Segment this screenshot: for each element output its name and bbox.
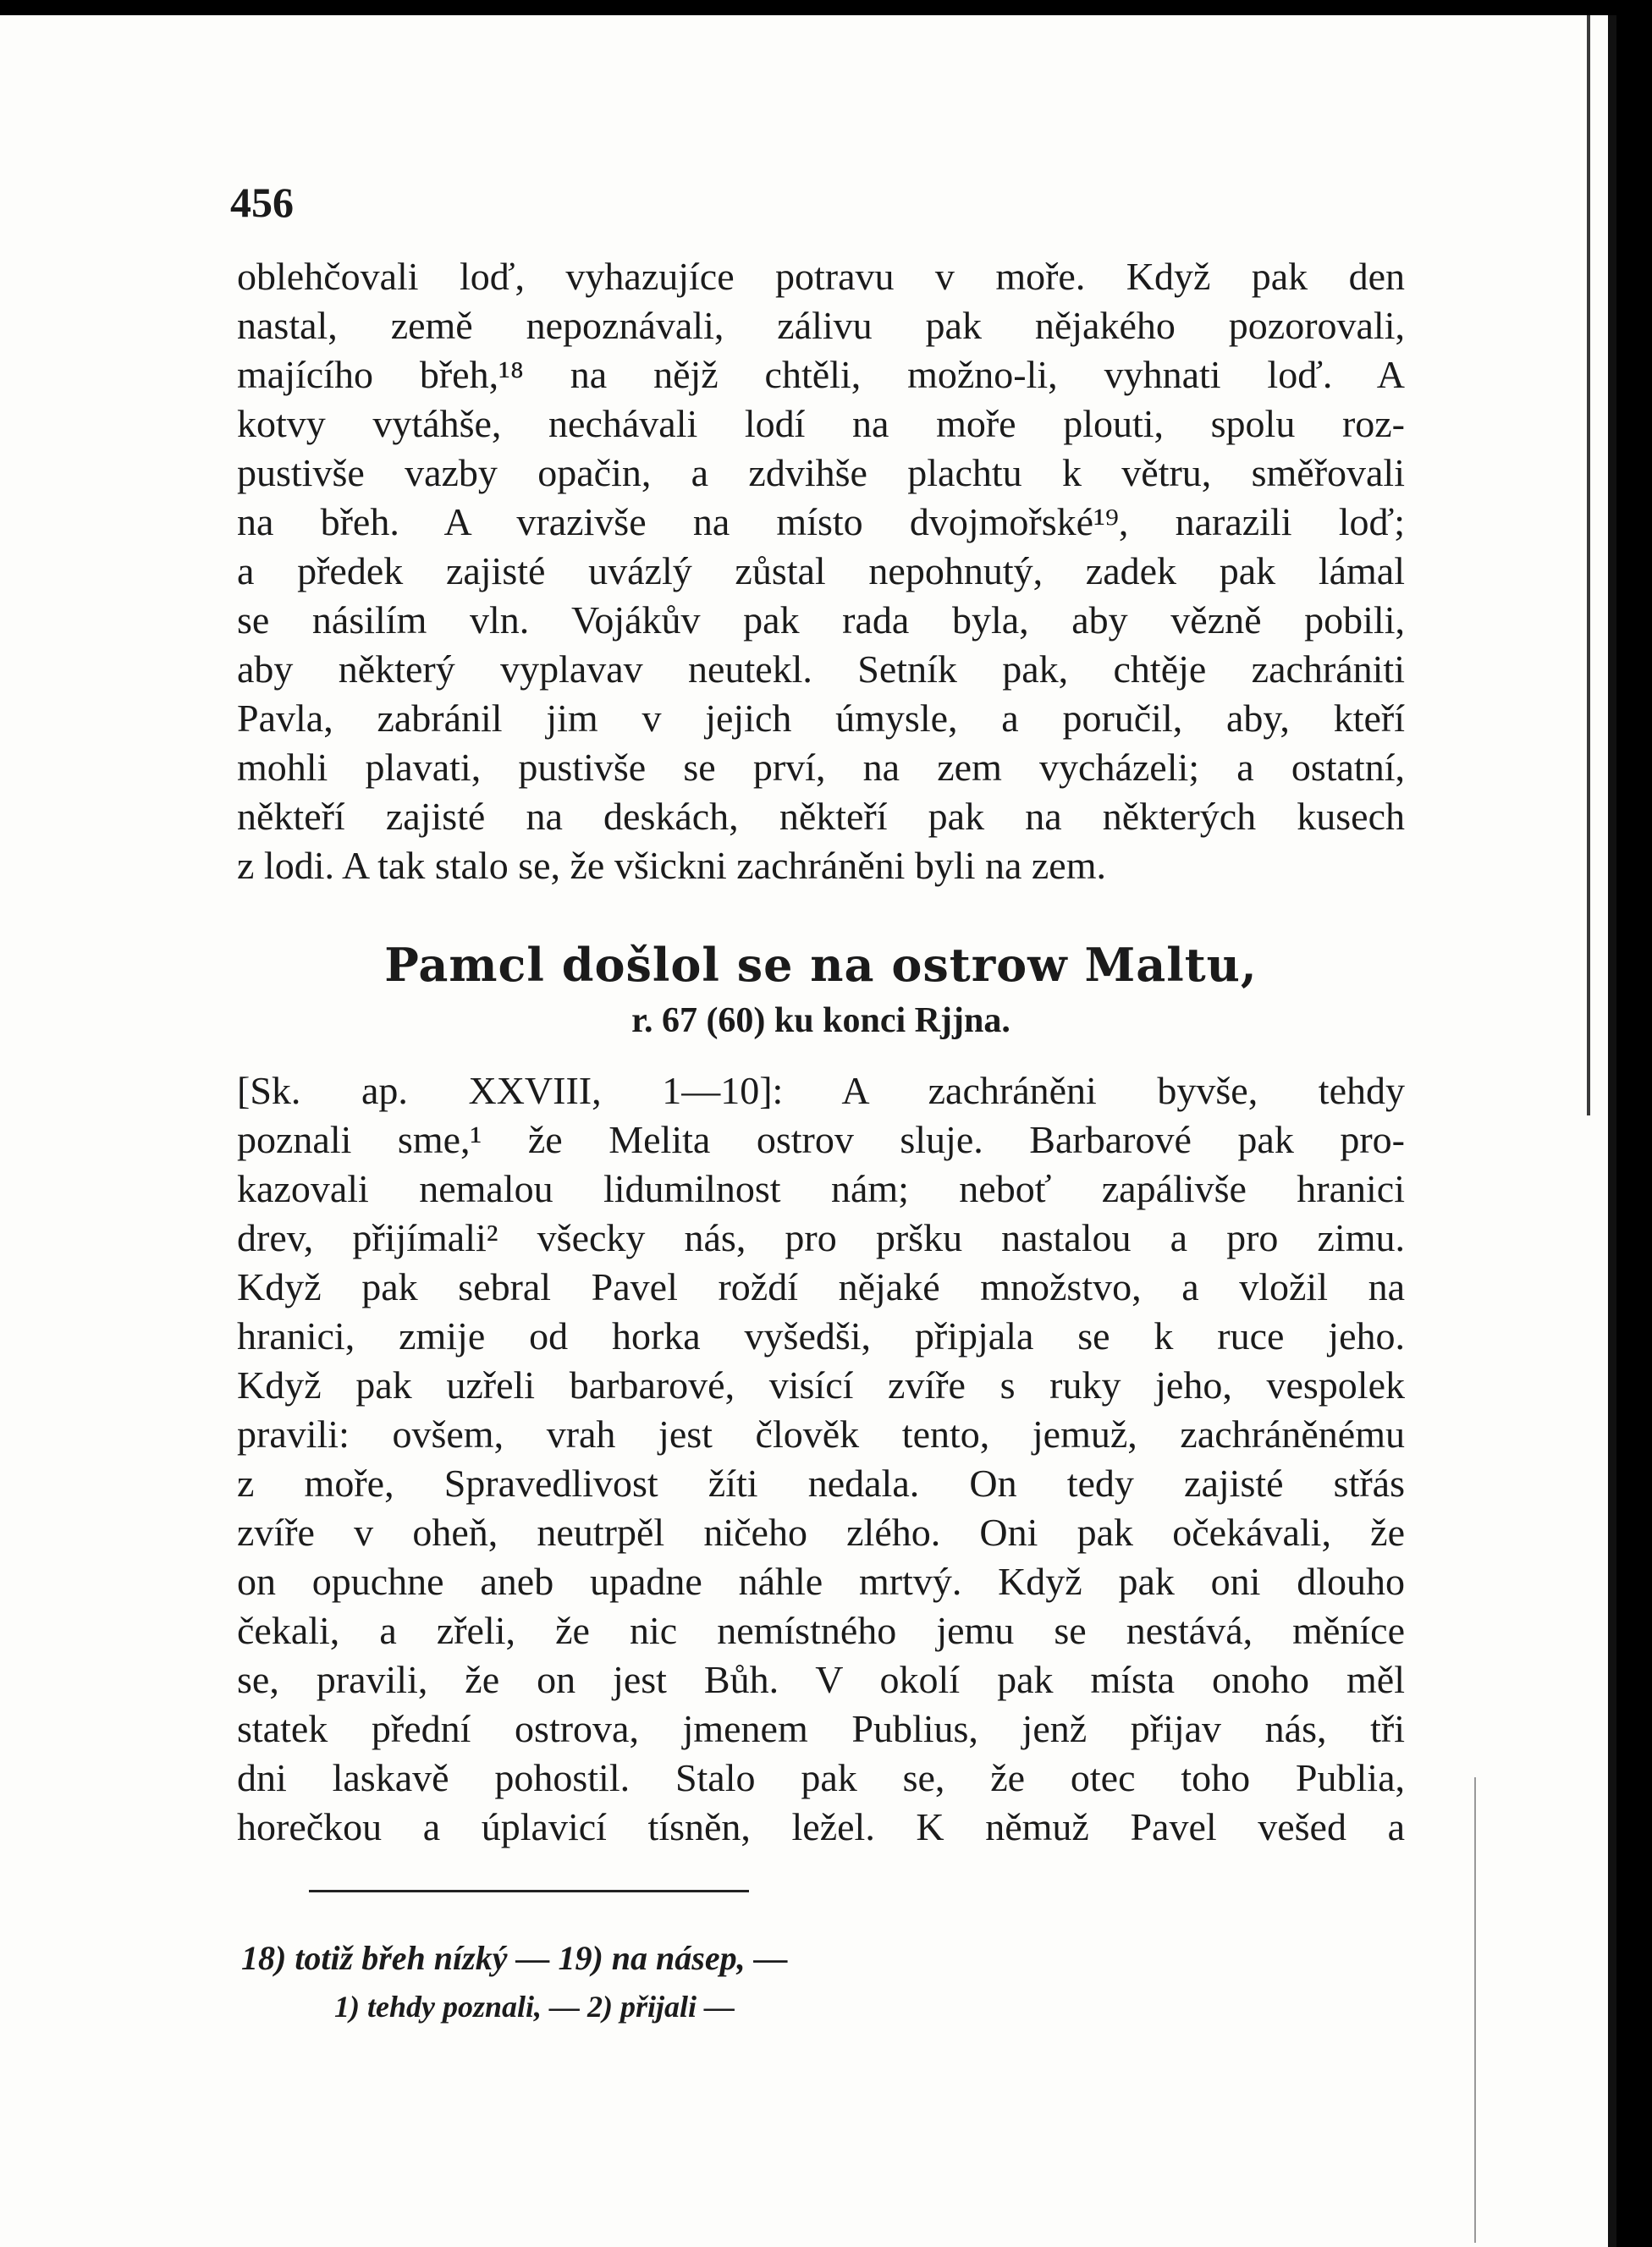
text-line: oblehčovali loď, vyhazujíce potravu v moře. Když pak den xyxy=(237,255,1405,298)
text-line: na břeh. A vrazivše na místo dvojmořské¹⁹, narazili loď; xyxy=(237,500,1405,543)
text-line: dni laskavě pohostil. Stalo pak se, že otec toho Publia, xyxy=(237,1756,1405,1799)
text-line: pravili: ovšem, vrah jest člověk tento, jemuž, zachráněnému xyxy=(237,1413,1405,1456)
text-line: [Sk. ap. XXVIII, 1—10]: A zachráněni byvše, tehdy xyxy=(237,1069,1405,1112)
footnote-divider xyxy=(309,1890,749,1892)
body-text-lower xyxy=(237,1066,1405,1852)
text-line: aby některý vyplavav neutekl. Setník pak, chtěje zachrániti xyxy=(237,647,1405,691)
text-line: čekali, a zřeli, že nic nemístného jemu se nestává, měníce xyxy=(237,1609,1405,1652)
page-edge-line xyxy=(1587,15,1590,1115)
text-line: z lodi. A tak stalo se, že všickni zachráněni byli na zem. xyxy=(237,844,1107,887)
text-line: zvíře v oheň, neutrpěl ničeho zlého. Oni pak očekávali, že xyxy=(237,1511,1405,1554)
text-line: hranici, zmije od horka vyšedši, připjala se k ruce jeho. xyxy=(237,1314,1405,1358)
page-number: 456 xyxy=(230,179,294,226)
text-line: Pavla, zabránil jim v jejich úmysle, a poručil, aby, kteří xyxy=(237,697,1405,740)
text-line: někteří zajisté na deskách, někteří pak na některých kusech xyxy=(237,795,1405,838)
body-text-upper xyxy=(237,252,1405,890)
text-line: a předek zajisté uvázlý zůstal nepohnutý, zadek pak lámal xyxy=(237,549,1405,592)
text-line: on opuchne aneb upadne náhle mrtvý. Když pak oni dlouho xyxy=(237,1560,1405,1603)
text-line: majícího břeh,¹⁸ na nějž chtěli, možno-li, vyhnati loď. A xyxy=(237,353,1405,396)
text-line: poznali sme,¹ že Melita ostrov sluje. Barbarové pak pro- xyxy=(237,1118,1405,1161)
section-subheading: r. 67 (60) ku konci Rjjna. xyxy=(631,1001,1010,1040)
text-line: z moře, Spravedlivost žíti nedala. On tedy zajisté střás xyxy=(237,1462,1405,1505)
text-line: se násilím vln. Vojákův pak rada byla, aby vězně pobili, xyxy=(237,598,1405,642)
text-line: drev, přijímali² všecky nás, pro pršku nastalou a pro zimu. xyxy=(237,1216,1405,1259)
text-line: se, pravili, že on jest Bůh. V okolí pak místa onoho měl xyxy=(237,1658,1405,1701)
text-line: statek přední ostrova, jmenem Publius, jenž přijav nás, tři xyxy=(237,1707,1405,1750)
footnote-line: 18) totiž břeh nízký — 19) na násep, — xyxy=(241,1939,788,1977)
page-edge-shadow xyxy=(1608,15,1616,2247)
text-line: Když pak uzřeli barbarové, visící zvíře s ruky jeho, vespolek xyxy=(237,1363,1405,1407)
section-heading: Pamcl došlol se na ostrow Maltu, xyxy=(384,938,1258,992)
text-line: nastal, země nepoznávali, zálivu pak nějakého pozorovali, xyxy=(237,304,1405,347)
text-line: pustivše vazby opačin, a zdvihše plachtu k větru, směřovali xyxy=(237,451,1405,494)
text-line: mohli plavati, pustivše se prví, na zem vycházeli; a ostatní, xyxy=(237,746,1405,789)
page-edge-faint-line xyxy=(1474,1777,1476,2243)
text-line: kotvy vytáhše, nechávali lodí na moře plouti, spolu roz- xyxy=(237,402,1405,445)
footnote-line: 1) tehdy poznali, — 2) přijali — xyxy=(334,1990,735,2024)
text-line: kazovali nemalou lidumilnost nám; neboť zapálivše hranici xyxy=(237,1167,1405,1210)
text-line: horečkou a úplavicí tísněn, ležel. K němuž Pavel vešed a xyxy=(237,1805,1405,1848)
text-line: Když pak sebral Pavel roždí nějaké množstvo, a vložil na xyxy=(237,1265,1405,1308)
